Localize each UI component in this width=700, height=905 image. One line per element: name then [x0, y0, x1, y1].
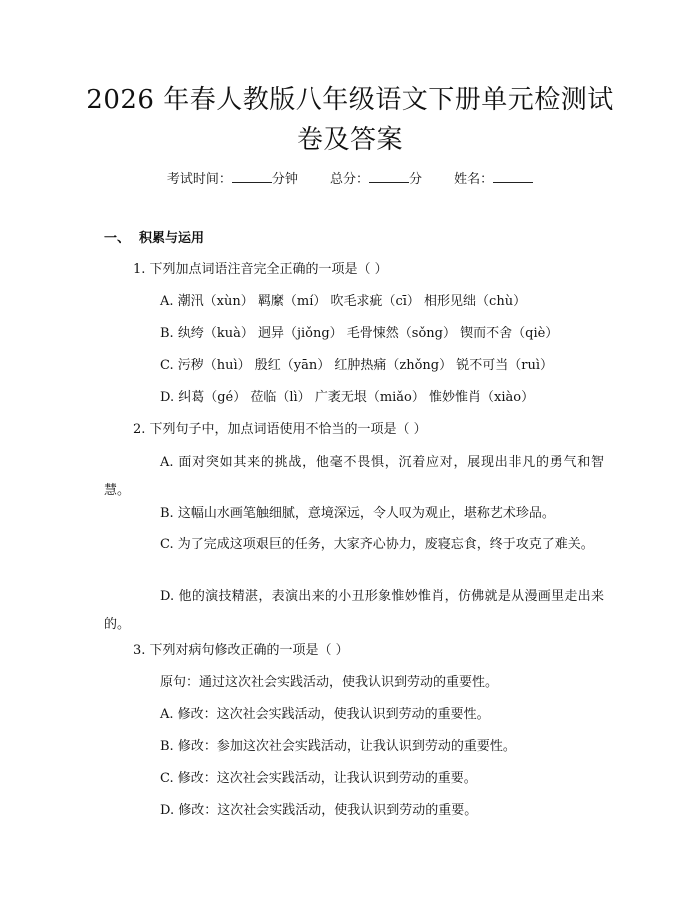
question-1-option-a: A. 潮汛（xùn） 羁縻（mí） 吹毛求疵（cī） 相形见绌（chù） [160, 294, 527, 309]
section-heading [104, 229, 204, 249]
title-line-2: 卷及答案 [296, 125, 403, 155]
question-3-option-a: A. 修改：这次社会实践活动，使我认识到劳动的重要性。 [160, 707, 490, 722]
question-3-stem: 3. 下列对病句修改正确的一项是（ ） [133, 643, 349, 658]
question-1-option-b: B. 纨绔（kuà） 迥异（jiǒng） 毛骨悚然（sǒng） 锲而不舍（qiè） [160, 326, 559, 341]
section-number: 一、 [104, 231, 131, 246]
exam-time-label: 考试时间： [166, 172, 232, 187]
question-2-option-b: B. 这幅山水画笔触细腻，意境深远，令人叹为观止，堪称艺术珍品。 [160, 506, 555, 521]
question-3-option-c: C. 修改：这次社会实践活动，让我认识到劳动的重要。 [160, 771, 477, 786]
exam-time [167, 168, 298, 190]
question-2-option-c: C. 为了完成这项艰巨的任务，大家齐心协力，废寝忘食，终于攻克了难关。 [160, 537, 594, 552]
student-name [454, 168, 533, 190]
total-score [330, 168, 422, 190]
exam-meta [0, 168, 700, 190]
question-1-option-d: D. 纠葛（gé） 莅临（lì） 广袤无垠（miǎo） 惟妙惟肖（xiào） [160, 390, 535, 405]
question-3-option-b: B. 修改：参加这次社会实践活动，让我认识到劳动的重要性。 [160, 739, 516, 754]
total-score-label: 总分： [329, 172, 369, 187]
question-3-option-d: D. 修改：这次社会实践活动，使我认识到劳动的重要。 [160, 803, 478, 818]
question-1-option-c: C. 污秽（huì） 殷红（yān） 红肿热痛（zhǒng） 锐不可当（ruì） [160, 358, 554, 373]
total-score-blank [369, 168, 409, 183]
student-name-label: 姓名： [454, 172, 494, 187]
question-2-stem: 2. 下列句子中，加点词语使用不恰当的一项是（ ） [133, 422, 427, 437]
document-title [60, 80, 640, 160]
title-line-1: 2026 年春人教版八年级语文下册单元检测试 [86, 85, 614, 115]
question-3-original-sentence: 原句：通过这次社会实践活动，使我认识到劳动的重要性。 [160, 675, 499, 690]
question-2-option-d: D. 他的演技精湛，表演出来的小丑形象惟妙惟肖，仿佛就是从漫画里走出来的。 [104, 589, 604, 632]
question-1-stem: 1. 下列加点词语注音完全正确的一项是（ ） [133, 262, 388, 277]
total-score-unit: 分 [409, 172, 423, 187]
exam-time-unit: 分钟 [271, 172, 298, 187]
question-2-option-a: A. 面对突如其来的挑战，他毫不畏惧，沉着应对，展现出非凡的勇气和智慧。 [104, 455, 604, 498]
exam-time-blank [232, 168, 272, 183]
section-title: 积累与运用 [139, 231, 205, 246]
student-name-blank [493, 168, 533, 183]
